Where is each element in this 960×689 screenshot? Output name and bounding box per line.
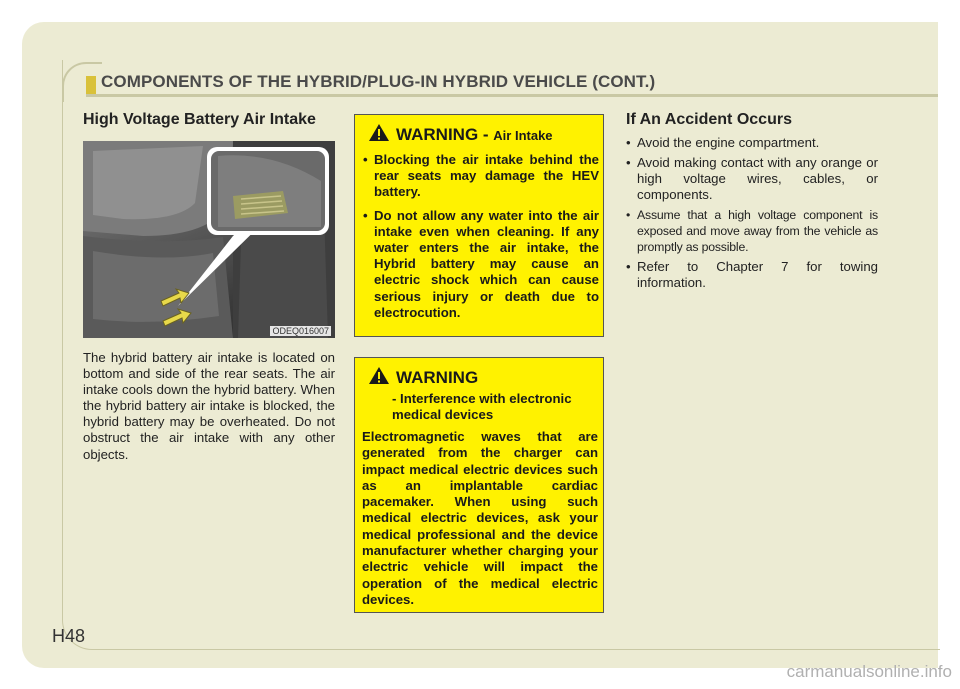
list-item: • Blocking the air intake behind the rear seats may damage the HEV battery. xyxy=(363,152,599,201)
section-header-title: COMPONENTS OF THE HYBRID/PLUG-IN HYBRID VEHICLE (CONT.) xyxy=(101,72,656,91)
watermark: carmanualsonline.info xyxy=(786,662,952,681)
header-accent-bar xyxy=(86,76,96,94)
warning-triangle-icon xyxy=(368,123,390,142)
list-item: • Avoid the engine compartment. xyxy=(626,135,878,151)
warning-box-air-intake xyxy=(354,114,604,337)
warning-triangle-icon xyxy=(368,366,390,385)
warning-air-intake-title: WARNING - Air Intake xyxy=(396,125,553,144)
battery-air-intake-heading: High Voltage Battery Air Intake xyxy=(83,111,316,128)
list-item: • Avoid making contact with any orange or high voltage wires, cables, or components. xyxy=(626,155,878,203)
battery-air-intake-body: The hybrid battery air intake is located on bottom and side of the rear seats. The air intake cools down the hybrid battery. When the hybrid battery air intake is blocked, the hybrid battery may be overheated. Do not obstruct the air intake with any other objects. xyxy=(83,350,335,462)
accident-heading: If An Accident Occurs xyxy=(626,111,792,128)
list-item: • Do not allow any water into the air intake even when cleaning. If any water enters the air intake, the Hybrid battery may cause an electric shock which can cause serious injury or death due to electrocution. xyxy=(363,208,599,321)
header-rule xyxy=(86,94,938,97)
warning-electronic-body: Electromagnetic waves that are generated from the charger can impact medical electric devices such as an implantable cardiac pacemaker. When using such medical electric devices, ask your medical professional and the device manufacturer whether charging your electric vehicle will impact the operation of the medical electric devices. xyxy=(362,429,598,607)
rear-seat-photo xyxy=(83,141,335,338)
page-number: H48 xyxy=(52,626,86,646)
list-item: • Assume that a high voltage component is exposed and move away from the vehicle as promptly as possible. xyxy=(626,207,878,255)
list-item: • Refer to Chapter 7 for towing information. xyxy=(626,259,878,291)
image-code-label: ODEQ016007 xyxy=(272,326,329,336)
warning-air-intake-list xyxy=(363,152,599,328)
warning-electronic-subtitle: - Interference with electronic medical devices xyxy=(392,391,572,422)
warning-electronic-title: WARNING xyxy=(396,368,479,387)
warning-box-electronic-devices xyxy=(354,357,604,613)
accident-list xyxy=(626,135,878,295)
